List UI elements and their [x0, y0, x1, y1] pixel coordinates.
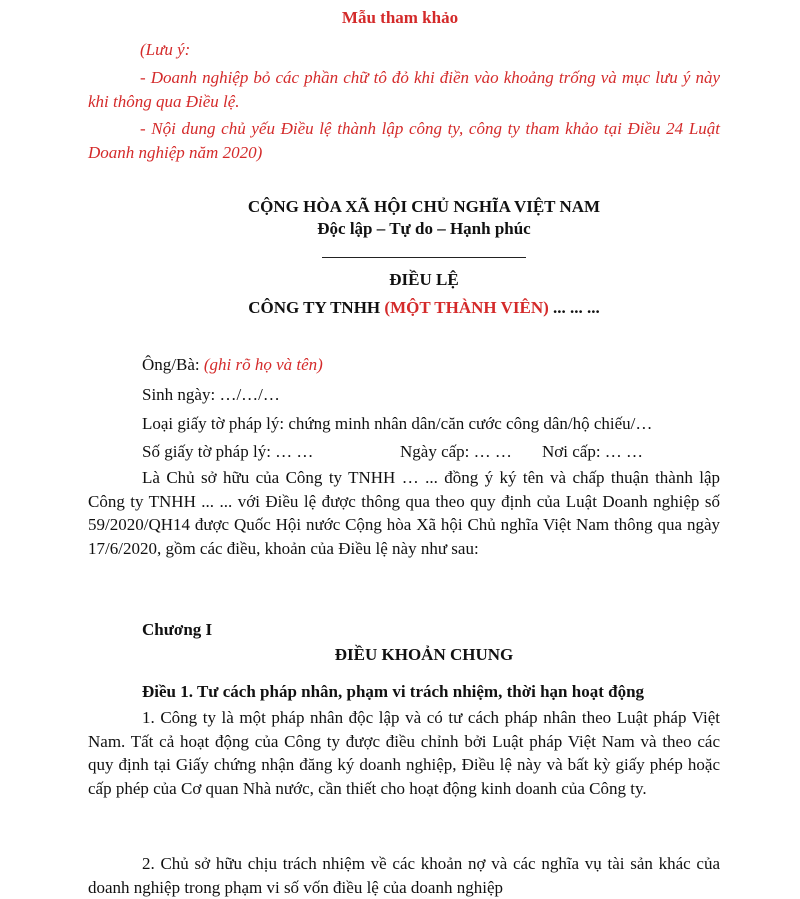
note-item-2: - Nội dung chủ yếu Điều lệ thành lập công ty, công ty tham khảo tại Điều 24 Luật Doanh nghiệp năm 2020)	[88, 119, 720, 162]
company-prefix: CÔNG TY TNHH	[248, 298, 385, 317]
company-name-line	[124, 298, 724, 318]
owner-dob: Sinh ngày: …/…/…	[142, 385, 280, 404]
owner-issue-date: Ngày cấp: … …	[400, 442, 512, 461]
national-title: CỘNG HÒA XÃ HỘI CHỦ NGHĨA VIỆT NAM	[247, 197, 601, 216]
national-motto: Độc lập – Tự do – Hạnh phúc	[317, 219, 531, 238]
sample-heading: Mẫu tham khảo	[341, 8, 459, 27]
intro-paragraph: Là Chủ sở hữu của Công ty TNHH … ... đồng ý ký tên và chấp thuận thành lập Công ty TNHH ... ... với Điều lệ được thông qua theo quy định của Luật Doanh nghiệp số 59/2020/QH14 được Quốc Hội nước Cộng hòa Xã hội Chủ nghĩa Việt Nam thông qua ngày 17/6/2020, gồm các điều, khoản của Điều lệ này như sau:	[88, 468, 720, 558]
chapter-title: ĐIỀU KHOẢN CHUNG	[334, 645, 514, 664]
owner-id-number: Số giấy tờ pháp lý: … …	[142, 442, 314, 461]
owner-name-label: Ông/Bà:	[142, 355, 204, 374]
owner-name-line	[142, 355, 323, 375]
note-item-1: - Doanh nghiệp bỏ các phần chữ tô đỏ khi điền vào khoảng trống và mục lưu ý này khi thông qua Điều lệ.	[88, 68, 720, 111]
owner-id-type: Loại giấy tờ pháp lý: chứng minh nhân dân/căn cước công dân/hộ chiếu/…	[142, 414, 653, 433]
company-suffix: ... ... ...	[548, 298, 600, 317]
heading-underline	[322, 257, 526, 258]
article-1-clause-1: 1. Công ty là một pháp nhân độc lập và có tư cách pháp nhân theo Luật pháp Việt Nam. Tất cả hoạt động của Công ty được điều chỉnh bởi Luật pháp Việt Nam và theo các quy định tại Giấy chứng nhận đăng ký doanh nghiệp, Điều lệ này và bất kỳ giấy phép hoặc cấp phép của Cơ quan Nhà nước, cần thiết cho hoạt động kinh doanh của Công ty.	[88, 708, 720, 798]
owner-name-hint: (ghi rõ họ và tên)	[203, 355, 323, 374]
owner-issue-place: Nơi cấp: … …	[542, 442, 644, 461]
article-1-title: Điều 1. Tư cách pháp nhân, phạm vi trách nhiệm, thời hạn hoạt động	[142, 682, 645, 701]
company-type: (MỘT THÀNH VIÊN)	[384, 298, 549, 317]
chapter-label: Chương I	[142, 620, 213, 639]
note-label: (Lưu ý:	[140, 40, 191, 59]
article-1-clause-2: 2. Chủ sở hữu chịu trách nhiệm về các khoản nợ và các nghĩa vụ tài sản khác của doanh nghiệp trong phạm vi số vốn điều lệ của doanh nghiệp	[88, 854, 720, 897]
charter-title: ĐIỀU LỆ	[389, 270, 459, 289]
